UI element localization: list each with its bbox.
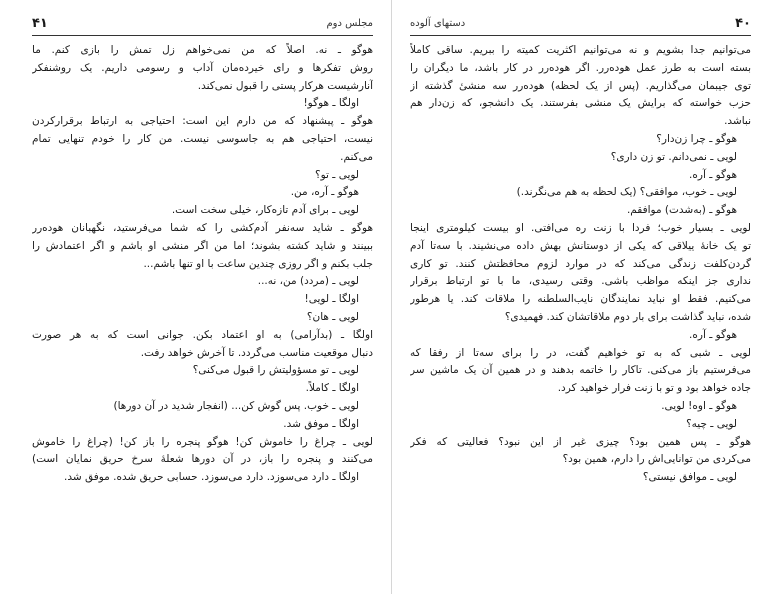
text-line: نداری جز اینکه مواظب باشی. وقتی رسیدی، ما با تو ارتباط برقرار [410, 275, 751, 288]
text-line: لویی ـ موافق نیستی؟ [642, 471, 737, 484]
text-line: اولگا ـ (بدآرامی) به او اعتماد بکن. جوانی است که به هر صورت [32, 328, 373, 341]
left-page-header [32, 13, 373, 33]
text-line: ببینند و شاید کشته بشوند؛ اما من اگر منشی او باشم و اگر اعتمادش را [32, 239, 373, 252]
left-header-rule [32, 35, 373, 36]
text-line: روش تفکرها و رای خیرده‌مان آداب و رسومی داریم. یک روشنفکر [32, 61, 373, 74]
text-line: می‌کردی من توانایی‌اش را دارم، همین بود؟ [562, 453, 751, 466]
right-page-number: ۴۰ [735, 15, 751, 31]
text-line: دنبال موقعیت مناسب می‌گردد. تا آخرش خواهد رفت. [140, 346, 373, 359]
text-line: لویی ـ تو مسؤولیتش را قبول می‌کنی؟ [192, 364, 359, 377]
text-line: اولگا ـ موفق شد. [283, 417, 359, 430]
text-line: اولگا ـ هوگو! [303, 97, 359, 110]
text-line: نباشد. [724, 115, 751, 128]
left-running-title: مجلس دوم [326, 17, 373, 29]
text-line: هوگو ـ پس همین بود؟ چیزی غیر از این نبود؟ فعالیتی که فکر [410, 435, 751, 448]
text-line: می‌کنیم. فقط او نباید نمایندگان نایب‌السلطنه را ملاقات کند. یا هرطور [410, 293, 751, 306]
text-line: اولگا ـ دارد می‌سوزد. دارد می‌سوزد. حسابی حریق شده. موفق شد. [64, 471, 359, 484]
text-line: لویی ـ (مردد) من، نه... [257, 275, 359, 288]
text-line: بسته است به طرز عمل هوده‌رر. اگر هوده‌رر در کار باشد، ما دیگران را [410, 61, 751, 74]
text-line: لویی ـ هان؟ [306, 310, 359, 323]
text-line: لویی ـ نمی‌دانم. تو زن داری؟ [610, 150, 737, 163]
text-line: هوگو ـ شاید سه‌نفر آدم‌کشی را که شما می‌فرستید، نگهبانان هوده‌رر [32, 221, 373, 234]
right-page [392, 0, 783, 594]
text-line: لویی ـ چیه؟ [686, 417, 737, 430]
text-line: می‌توانیم جدا بشویم و نه می‌توانیم اکثریت کمیته را ببریم. ساقی کاملاً [410, 44, 751, 56]
text-line: می‌کنند و پنجره را باز، در آن دورها شعلهٔ سرخ حریق نمایان است) [32, 453, 373, 466]
text-line: اولگا ـ لویی! [304, 293, 359, 306]
text-line: اولگا ـ کاملاً. [305, 382, 359, 395]
text-line: لویی ـ برای آدم تازه‌کار، خیلی سخت است. [171, 204, 359, 217]
right-header-rule [410, 35, 751, 36]
text-line: لویی ـ بسیار خوب؛ فردا با زنت ره می‌افتی. او بیست کیلومتری اینجا [410, 221, 751, 234]
text-line: توی جیبمان می‌گذاریم. (پس از یک لحظه) هوده‌رر سه منشیٔ گذشته از [410, 79, 751, 92]
left-page-body [32, 42, 373, 487]
text-line: هوگو ـ آره. [689, 168, 737, 181]
left-page-number: ۴۱ [32, 15, 48, 31]
right-page-body [410, 42, 751, 487]
text-line: هوگو ـ اوه! لویی. [661, 399, 737, 412]
text-line: لویی ـ خوب. پس گوش کن... (انفجار شدید در آن دورها) [113, 399, 359, 412]
text-line: لویی ـ چراغ را خاموش کن! هوگو پنجره را باز کن! (چراغ را خاموش [32, 435, 373, 448]
text-line: لویی ـ شبی که به تو خواهیم گفت، در را برای سه‌تا از رفقا که [410, 346, 751, 359]
text-line: حزب خواسته که برایش یک منشی بفرستند. یک دانشجو، که زن‌دار هم [410, 97, 751, 110]
text-line: هوگو ـ پیشنهاد که من دارم این است: احتیاجی به ارتباط برقرارکردن [32, 115, 373, 128]
left-page [0, 0, 391, 594]
text-line: شده، نباید گذاشت برای بار دوم ملاقاتشان کند. فهمیدی؟ [504, 310, 751, 323]
text-line: هوگو ـ آره. [689, 328, 737, 341]
text-line: هوگو ـ چرا زن‌دار؟ [656, 132, 737, 145]
text-line: هوگو ـ آره، من. [290, 186, 359, 199]
text-line: جلب بکنم و اگر روزی چندین ساعت با او تنها باشم... [143, 257, 373, 270]
text-line: آنارشیست هرکار پستی را قبول نمی‌کند. [197, 79, 373, 92]
text-line: هوگو ـ (به‌شدت) موافقم. [626, 204, 737, 217]
right-page-header [410, 13, 751, 33]
text-line: گردن‌کلفت زندگی می‌کند که در موارد لزوم محافظتش کنند. تو کاری [410, 257, 751, 270]
right-running-title: دستهای آلوده [410, 17, 466, 29]
text-line: می‌کنم. [340, 150, 373, 163]
text-line: می‌فرستیم باز می‌کنی. تاکار را خاتمه بدهند و در همین آن یک ماشین سر [410, 364, 751, 377]
text-line: تو یک خانهٔ ییلاقی که یکی از دوستانش بهش داده می‌نشیند. با سه‌تا آدم [410, 239, 751, 252]
text-line: جاده خواهد بود و تو با زنت فرار خواهید کرد. [557, 382, 751, 395]
text-line: هوگو ـ نه. اصلاً که من نمی‌خواهم زل تمش را بازی کنم. ما [32, 44, 373, 56]
text-line: نیست، احتیاجی هم به جاسوسی نیست. من کار را خودم تنهایی تمام [32, 132, 373, 145]
text-line: لویی ـ خوب، موافقی؟ (یک لحظه به هم می‌نگرند.) [516, 186, 737, 199]
text-line: لویی ـ تو؟ [315, 168, 359, 181]
